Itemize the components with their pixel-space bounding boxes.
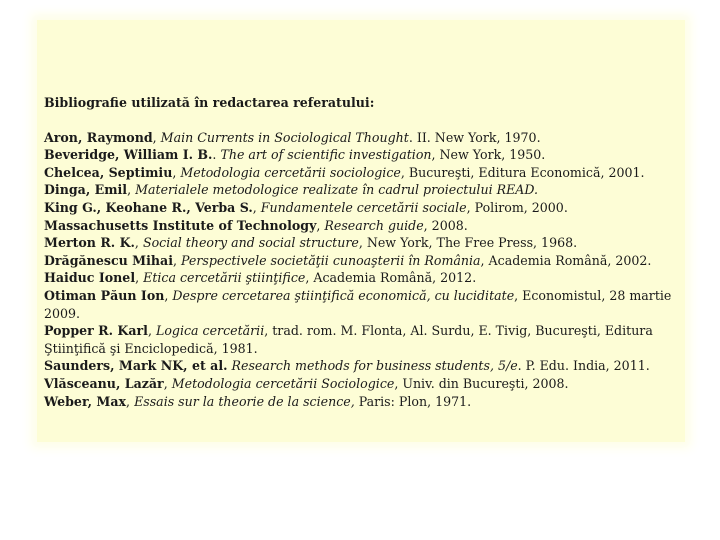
reference-item xyxy=(44,393,684,411)
reference-separator: , xyxy=(152,129,161,145)
reference-author: Popper R. Karl xyxy=(44,323,148,339)
reference-details: , New York, 1950. xyxy=(431,147,546,163)
reference-author: Vlăsceanu, Lazăr xyxy=(44,375,164,391)
reference-author: Otiman Păun Ion xyxy=(44,287,165,303)
reference-details: . P. Edu. India, 2011. xyxy=(517,358,650,374)
bibliography-content xyxy=(44,94,684,410)
reference-separator: , xyxy=(172,164,181,180)
reference-author: Chelcea, Septimiu xyxy=(44,164,173,180)
reference-separator: , xyxy=(163,375,172,391)
reference-item xyxy=(44,269,684,287)
reference-details: , trad. rom. M. Flonta, Al. Surdu, E. Tivig, Bucureşti, Editura Ştiinţifică şi Enciclopedică, 1981. xyxy=(44,323,653,356)
reference-separator: , xyxy=(127,182,136,198)
reference-item xyxy=(44,322,684,357)
reference-separator: , xyxy=(172,252,181,268)
reference-title: Despre cercetarea ştiinţifică economică, cu luciditate xyxy=(172,287,515,303)
reference-title: Metodologia cercetării Sociologice xyxy=(171,375,395,391)
reference-title: Perspectivele societăţii cunoaşterii în România xyxy=(181,252,481,268)
reference-title: Fundamentele cercetării sociale xyxy=(260,199,467,215)
reference-author: Drăgănescu Mihai xyxy=(44,252,173,268)
reference-item xyxy=(44,357,684,375)
reference-separator: , xyxy=(252,199,261,215)
reference-details: , New York, The Free Press, 1968. xyxy=(358,235,578,251)
reference-separator: , xyxy=(135,270,144,286)
reference-title: Research methods for business students, 5/e xyxy=(231,358,518,374)
reference-separator: . xyxy=(212,147,221,163)
reference-separator: , xyxy=(316,217,325,233)
reference-title: The art of scientific investigation xyxy=(220,147,432,163)
reference-details: , 2008. xyxy=(423,217,468,233)
reference-title: Etica cercetării ştiinţifice xyxy=(143,270,306,286)
reference-separator: , xyxy=(164,287,173,303)
reference-separator: , xyxy=(126,393,135,409)
reference-item xyxy=(44,146,684,164)
reference-item xyxy=(44,234,684,252)
reference-item xyxy=(44,164,684,182)
reference-author: Haiduc Ionel xyxy=(44,270,136,286)
reference-title: Main Currents in Sociological Thought xyxy=(160,129,409,145)
reference-author: Beveridge, William I. B. xyxy=(44,147,213,163)
reference-author: Massachusetts Institute of Technology xyxy=(44,217,317,233)
reference-item xyxy=(44,287,684,322)
reference-details: , Bucureşti, Editura Economică, 2001. xyxy=(400,164,645,180)
reference-item xyxy=(44,375,684,393)
reference-title: Research guide xyxy=(324,217,424,233)
reference-author: Weber, Max xyxy=(44,393,127,409)
reference-author: Merton R. K. xyxy=(44,235,135,251)
reference-item xyxy=(44,252,684,270)
reference-details: . II. New York, 1970. xyxy=(408,129,541,145)
reference-details: , Economistul, 28 martie 2009. xyxy=(44,287,672,321)
reference-item xyxy=(44,199,684,217)
reference-title: Essais sur la theorie de la science, xyxy=(134,393,355,409)
reference-title: Materialele metodologice realizate în cadrul proiectului READ. xyxy=(135,182,539,198)
reference-author: Dinga, Emil xyxy=(44,182,128,198)
reference-separator: , xyxy=(147,323,156,339)
reference-author: King G., Keohane R., Verba S. xyxy=(44,199,253,215)
reference-item xyxy=(44,129,684,147)
reference-title: Logica cercetării xyxy=(155,323,265,339)
reference-list xyxy=(44,129,684,411)
reference-details: , Academia Română, 2002. xyxy=(480,252,652,268)
reference-author: Aron, Raymond xyxy=(44,129,153,145)
reference-details: Paris: Plon, 1971. xyxy=(354,393,472,409)
reference-details: , Academia Română, 2012. xyxy=(305,270,477,286)
reference-title: Social theory and social structure xyxy=(142,235,359,251)
reference-details: , Polirom, 2000. xyxy=(466,199,568,215)
reference-title: Metodologia cercetării sociologice xyxy=(180,164,401,180)
reference-item xyxy=(44,181,684,199)
reference-separator: , xyxy=(134,235,143,251)
reference-author: Saunders, Mark NK, et al. xyxy=(44,358,228,374)
reference-item xyxy=(44,217,684,235)
reference-details: , Univ. din Bucureşti, 2008. xyxy=(394,375,569,391)
bibliography-heading: Bibliografie utilizată în redactarea referatului: xyxy=(44,95,375,110)
